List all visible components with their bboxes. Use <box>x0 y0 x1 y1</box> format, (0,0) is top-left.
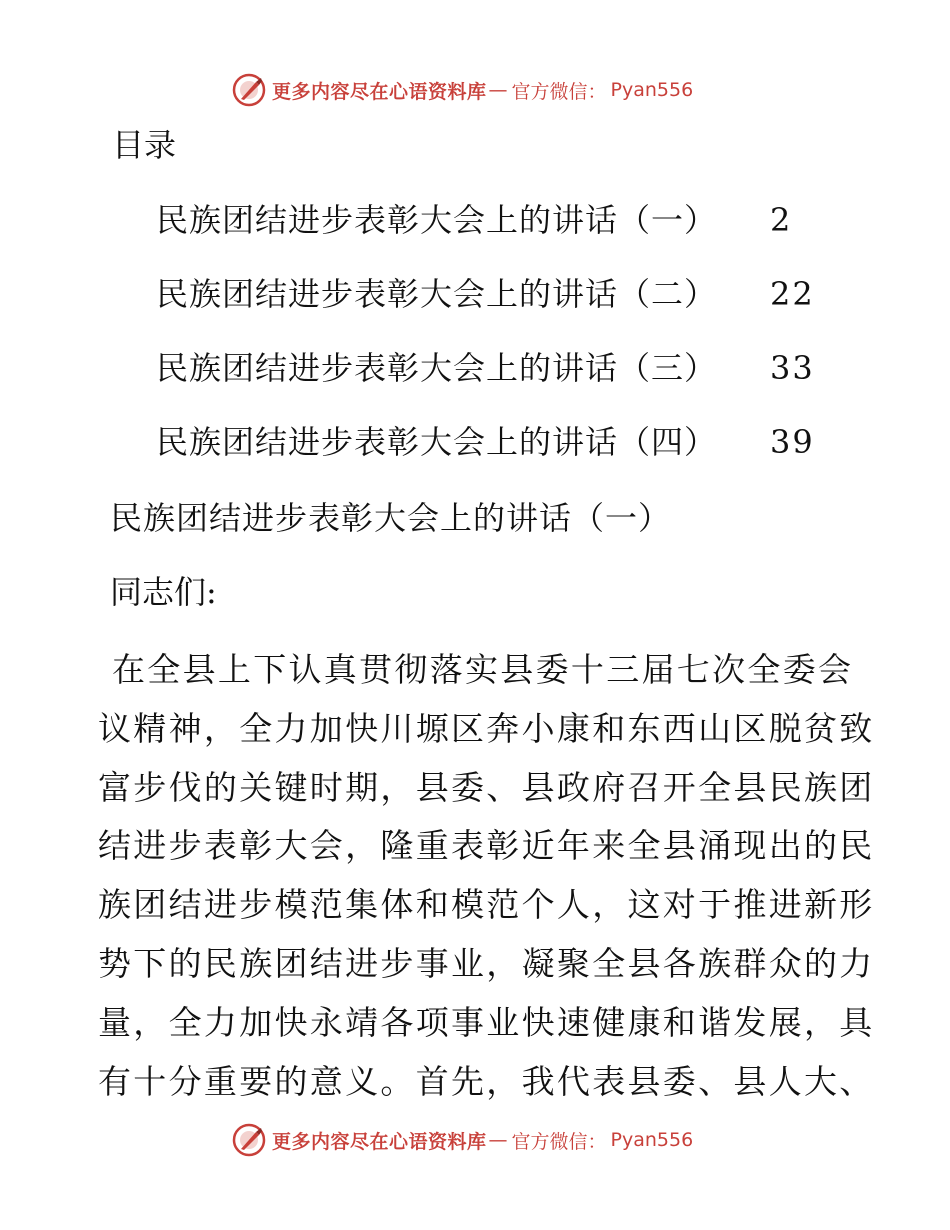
body-line: 富步伐的关键时期，县委、县政府召开全县民族团 <box>98 767 875 807</box>
toc-title: 目录 <box>112 126 177 164</box>
watermark-separator: — <box>488 1129 508 1151</box>
body-line: 结进步表彰大会，隆重表彰近年来全县涌现出的民 <box>98 826 875 866</box>
watermark-contact-label: 官方微信： <box>511 80 607 103</box>
toc-entry-text: 民族团结进步表彰大会上的讲话（四） <box>156 423 718 461</box>
toc-entry-page: 39 <box>770 423 815 461</box>
body-line: 有十分重要的意义。首先，我代表县委、县人大、 <box>98 1061 875 1101</box>
body-line: 量，全力加快永靖各项事业快速健康和谐发展，具 <box>98 1002 875 1042</box>
watermark-header <box>232 72 693 108</box>
toc-entry-text: 民族团结进步表彰大会上的讲话（二） <box>156 275 718 313</box>
watermark-contact-id: Pyan556 <box>610 1129 694 1151</box>
toc-entry-3[interactable] <box>156 346 816 390</box>
watermark-footer <box>232 1122 693 1158</box>
body-line: 势下的民族团结进步事业，凝聚全县各族群众的力 <box>98 943 875 983</box>
toc-entry-text: 民族团结进步表彰大会上的讲话（一） <box>156 201 718 239</box>
body-line: 议精神，全力加快川塬区奔小康和东西山区脱贫致 <box>98 708 875 748</box>
salutation: 同志们: <box>110 573 217 611</box>
body-line: 族团结进步模范集体和模范个人，这对于推进新形 <box>98 885 875 925</box>
toc-entry-4[interactable] <box>156 420 816 464</box>
quill-logo-icon <box>232 73 266 107</box>
toc-entry-page: 2 <box>770 201 793 239</box>
toc-entry-page: 33 <box>770 349 815 387</box>
body-line: 在全县上下认真贯彻落实县委十三届七次全委会 <box>112 650 854 689</box>
section-heading: 民族团结进步表彰大会上的讲话（一） <box>110 499 672 537</box>
quill-logo-icon <box>232 1123 266 1157</box>
watermark-separator: — <box>488 79 508 101</box>
toc-entry-1[interactable] <box>156 198 816 242</box>
toc-entry-2[interactable] <box>156 272 816 316</box>
toc-entry-page: 22 <box>770 275 815 313</box>
watermark-contact-id: Pyan556 <box>610 79 694 101</box>
watermark-contact-label: 官方微信： <box>511 1130 607 1153</box>
toc-entry-text: 民族团结进步表彰大会上的讲话（三） <box>156 349 718 387</box>
watermark-main-text: 更多内容尽在心语资料库 <box>272 1130 487 1153</box>
body-paragraph <box>98 641 875 1111</box>
watermark-main-text: 更多内容尽在心语资料库 <box>272 80 487 103</box>
